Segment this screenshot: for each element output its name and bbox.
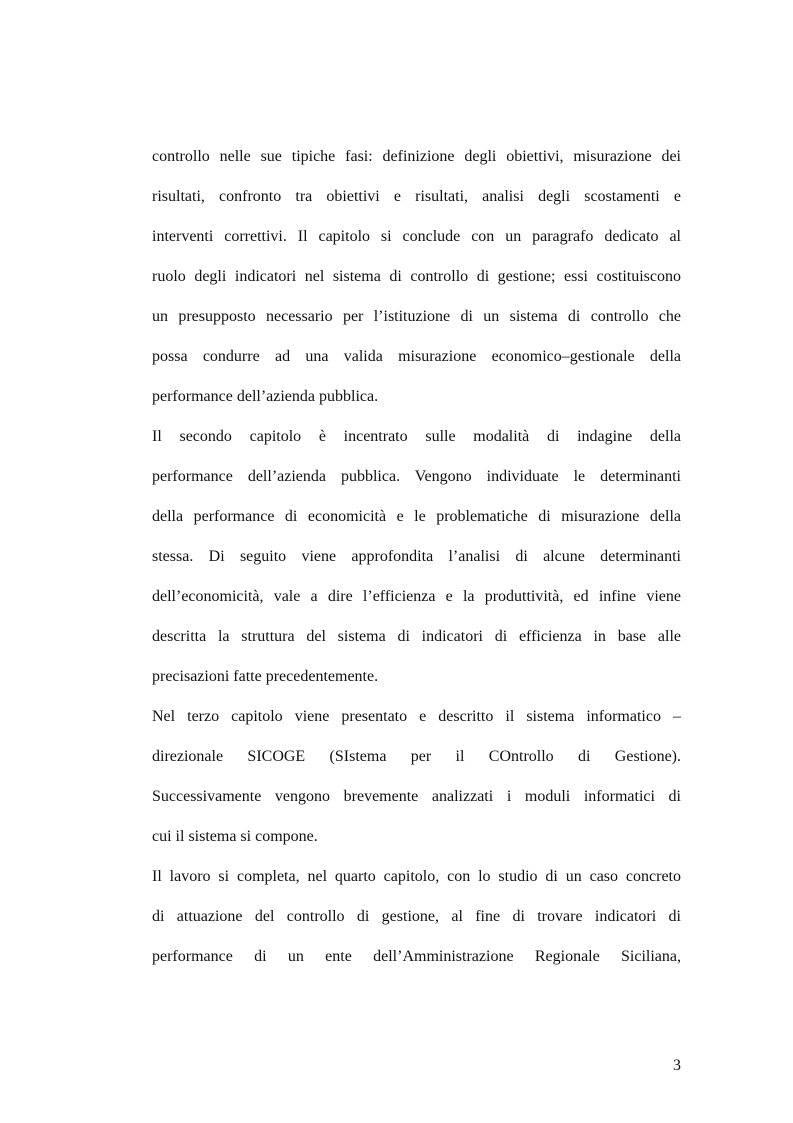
text-line: di attuazione del controllo di gestione, al fine di trovare indicatori di [152, 908, 681, 925]
text-line: Il lavoro si completa, nel quarto capitolo, con lo studio di un caso concreto [152, 868, 681, 885]
text-line: Il secondo capitolo è incentrato sulle modalità di indagine della [152, 428, 681, 445]
text-line: precisazioni fatte precedentemente. [152, 668, 379, 685]
text-line: un presupposto necessario per l’istituzione di un sistema di controllo che [152, 308, 681, 325]
text-line: Successivamente vengono brevemente analizzati i moduli informatici di [152, 788, 681, 805]
page-number: 3 [673, 1057, 681, 1074]
text-line: performance dell’azienda pubblica. Vengono individuate le determinanti [152, 468, 681, 485]
text-line: cui il sistema si compone. [152, 828, 318, 845]
text-line: ruolo degli indicatori nel sistema di controllo di gestione; essi costituiscono [152, 268, 681, 285]
text-line: descritta la struttura del sistema di indicatori di efficienza in base alle [152, 628, 681, 645]
text-line: della performance di economicità e le problematiche di misurazione della [152, 508, 681, 525]
text-line: stessa. Di seguito viene approfondita l’analisi di alcune determinanti [152, 548, 681, 565]
text-line: interventi correttivi. Il capitolo si conclude con un paragrafo dedicato al [152, 228, 681, 245]
text-line: possa condurre ad una valida misurazione economico–gestionale della [152, 348, 681, 365]
text-line: risultati, confronto tra obiettivi e risultati, analisi degli scostamenti e [152, 188, 681, 205]
text-line: direzionale SICOGE (SIstema per il COntrollo di Gestione). [152, 748, 681, 765]
text-line: performance di un ente dell’Amministrazione Regionale Siciliana, [152, 948, 681, 965]
text-line: Nel terzo capitolo viene presentato e descritto il sistema informatico – [152, 708, 681, 725]
text-line: dell’economicità, vale a dire l’efficienza e la produttività, ed infine viene [152, 588, 681, 605]
text-line: controllo nelle sue tipiche fasi: definizione degli obiettivi, misurazione dei [152, 148, 681, 165]
text-line: performance dell’azienda pubblica. [152, 388, 379, 405]
